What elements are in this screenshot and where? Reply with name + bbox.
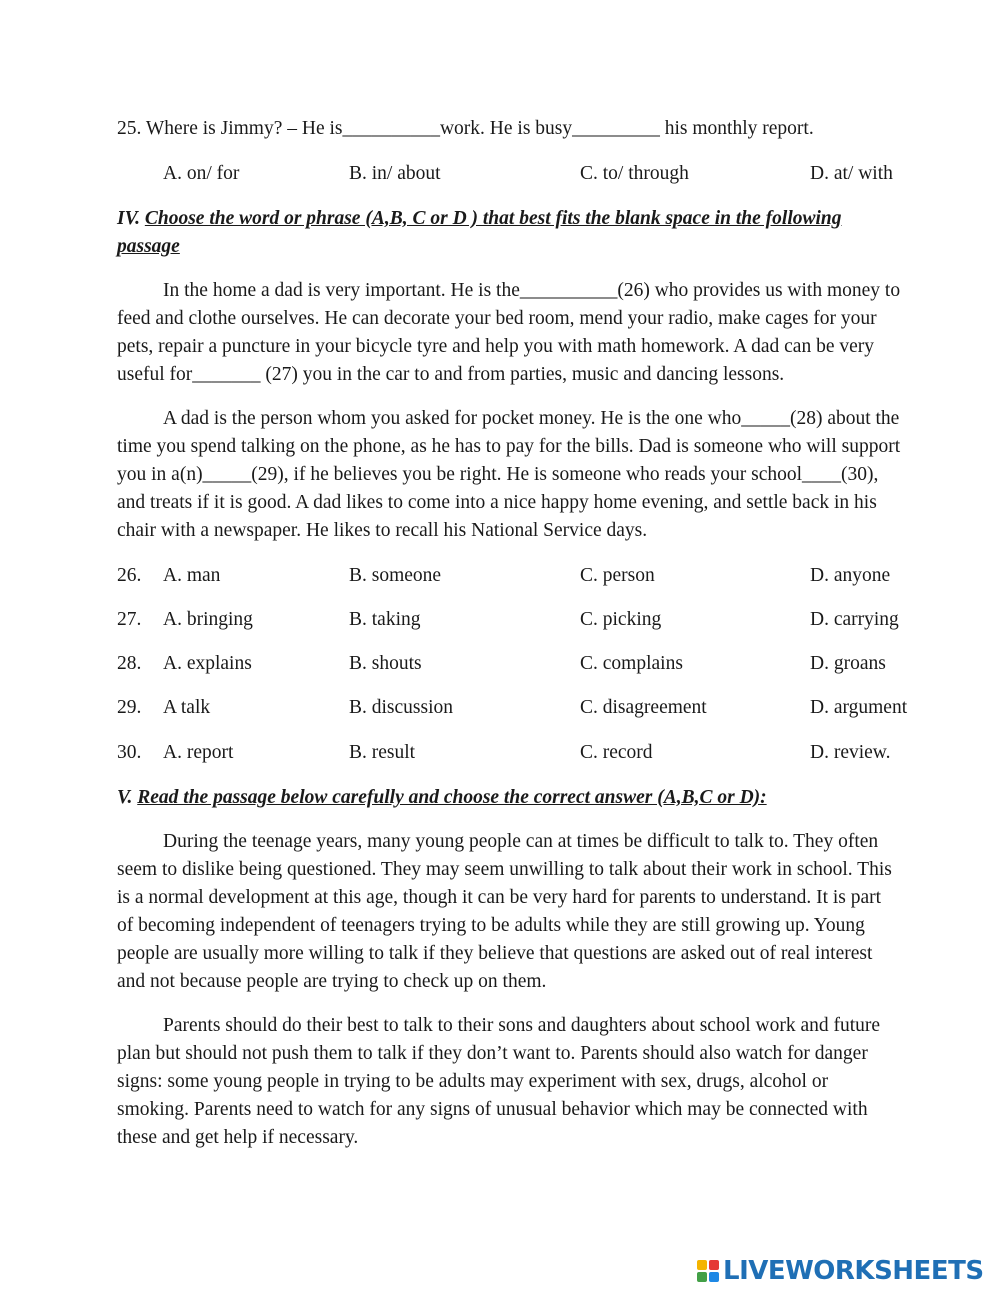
passage-line: feed and clothe ourselves. He can decorate your bed room, mend your radio, make cages for your [117,308,877,329]
passage-line: pets, repair a puncture in your bicycle tyre and help you with math homework. A dad can be very [117,336,875,357]
passage-line: is a normal development at this age, though it can be very hard for parents to understand. It is part [117,887,882,908]
passage-line: A dad is the person whom you asked for pocket money. He is the one who_____(28) about the [163,408,900,429]
option-d: D. review. [810,742,891,763]
option-a: A. explains [163,653,252,674]
passage-line: these and get help if necessary. [117,1127,359,1148]
passage-line: useful for_______ (27) you in the car to and from parties, music and dancing lessons. [117,364,785,385]
passage-line: plan but should not push them to talk if they don’t want to. Parents should also watch for danger [117,1043,868,1064]
passage-line: signs: some young people in trying to be adults may experiment with sex, drugs, alcohol or [117,1071,829,1092]
section-5-heading [117,784,767,812]
option-c: C. complains [580,653,683,674]
option-b: B. taking [349,609,421,630]
liveworksheets-logo [697,1255,984,1287]
section-5-numeral: V. [117,787,133,808]
option-c: C. record [580,742,653,763]
option-c: C. picking [580,609,662,630]
option-a: A talk [163,697,211,718]
passage-line: you in a(n)_____(29), if he believes you be right. He is someone who reads your school____(30), [117,464,879,485]
passage-line: Parents should do their best to talk to their sons and daughters about school work and future [163,1015,881,1036]
option-b: B. shouts [349,653,422,674]
question-number: 28. [117,653,142,674]
question-number: 26. [117,565,142,586]
section-4-heading-cont [117,233,180,261]
option-b: B. someone [349,565,442,586]
q25-stem: 25. Where is Jimmy? – He is__________work. He is busy_________ his monthly report. [117,118,814,139]
section-5-title: Read the passage below carefully and choose the correct answer (A,B,C or D): [137,787,767,808]
option-d: D. carrying [810,609,899,630]
option-c: C. disagreement [580,697,707,718]
passage-line: chair with a newspaper. He likes to recall his National Service days. [117,520,648,541]
passage-line: and treats if it is good. A dad likes to come into a nice happy home evening, and settle back in his [117,492,877,513]
option-b: B. result [349,742,416,763]
passage-line: smoking. Parents need to watch for any signs of unusual behavior which may be connected with [117,1099,868,1120]
option-a: A. report [163,742,234,763]
q25-option-d: D. at/ with [810,163,893,184]
liveworksheets-logo-icon [697,1258,721,1284]
option-d: D. argument [810,697,908,718]
question-number: 29. [117,697,142,718]
passage-line: and not because people are trying to check up on them. [117,971,547,992]
passage-line: people are usually more willing to talk if they believe that questions are asked out of real interest [117,943,873,964]
q25-option-c: C. to/ through [580,163,689,184]
question-number: 30. [117,742,142,763]
option-d: D. groans [810,653,886,674]
passage-line: time you spend talking on the phone, as he has to pay for the bills. Dad is someone who will support [117,436,901,457]
section-4-title-cont: passage [117,236,180,257]
passage-line: of becoming independent of teenagers trying to be adults while they are still growing up. Young [117,915,865,936]
option-b: B. discussion [349,697,454,718]
passage-line: In the home a dad is very important. He is the__________(26) who provides us with money to [163,280,901,301]
liveworksheets-logo-text: LIVEWORKSHEETS [723,1256,984,1286]
section-4-title: Choose the word or phrase (A,B, C or D ) that best fits the blank space in the following [144,208,842,229]
q25-option-b: B. in/ about [349,163,441,184]
section-4-heading [117,205,842,233]
passage-line: During the teenage years, many young people can at times be difficult to talk to. They often [163,831,879,852]
passage-line: seem to dislike being questioned. They may seem unwilling to talk about their work in school. This [117,859,892,880]
question-number: 27. [117,609,142,630]
option-a: A. man [163,565,221,586]
option-a: A. bringing [163,609,253,630]
option-d: D. anyone [810,565,891,586]
q25-option-a: A. on/ for [163,163,240,184]
option-c: C. person [580,565,655,586]
section-4-numeral: IV. [117,208,140,229]
